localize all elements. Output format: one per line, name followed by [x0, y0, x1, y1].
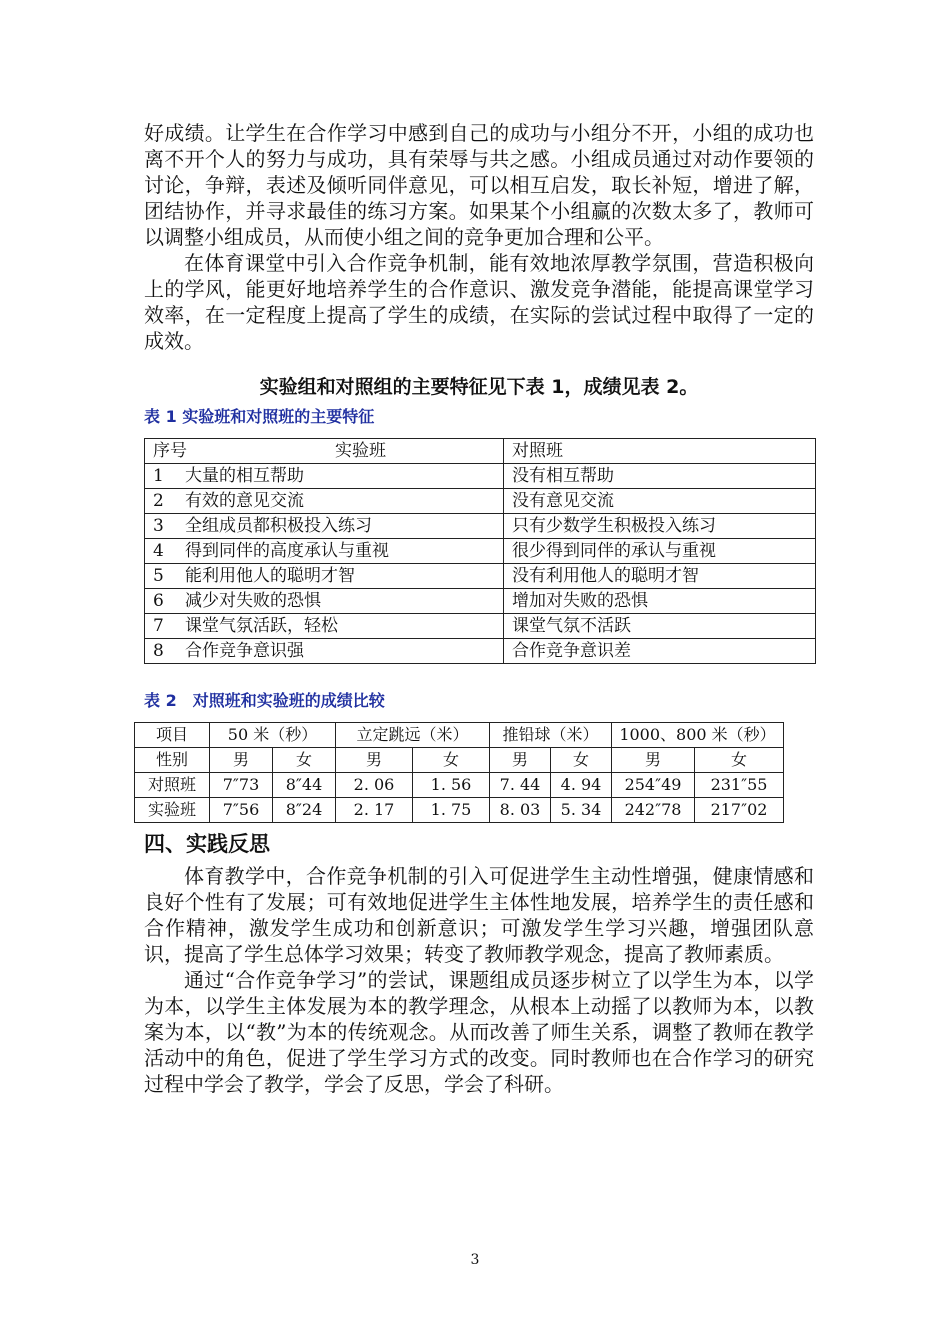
header-male: 男 — [210, 748, 273, 773]
cell-value: 2. 17 — [336, 798, 413, 823]
cell-experimental: 减少对失败的恐惧 — [177, 589, 504, 614]
cell-value: 254″49 — [612, 773, 695, 798]
cell-value: 217″02 — [695, 798, 784, 823]
header-event: 推铅球（米） — [490, 723, 612, 748]
cell-value: 8. 03 — [490, 798, 551, 823]
table2-caption: 表 2 对照班和实验班的成绩比较 — [144, 691, 385, 710]
table-row — [145, 464, 816, 489]
header-item: 项目 — [135, 723, 210, 748]
row-label: 对照班 — [135, 773, 210, 798]
cell-num: 3 — [145, 514, 178, 539]
cell-experimental: 合作竞争意识强 — [177, 639, 504, 664]
cell-experimental: 课堂气氛活跃，轻松 — [177, 614, 504, 639]
cell-value: 2. 06 — [336, 773, 413, 798]
header-female: 女 — [551, 748, 612, 773]
header-male: 男 — [612, 748, 695, 773]
cell-experimental: 大量的相互帮助 — [177, 464, 504, 489]
summary-title: 实验组和对照组的主要特征见下表 1，成绩见表 2。 — [259, 376, 699, 398]
cell-value: 8″24 — [273, 798, 336, 823]
table-header-row — [135, 723, 784, 748]
cell-control: 很少得到同伴的承认与重视 — [504, 539, 816, 564]
cell-num: 7 — [145, 614, 178, 639]
cell-value: 7. 44 — [490, 773, 551, 798]
table1-caption: 表 1 实验班和对照班的主要特征 — [144, 407, 375, 426]
header-event: 立定跳远（米） — [336, 723, 490, 748]
document-page — [144, 120, 814, 1097]
table-row — [145, 639, 816, 664]
table-row — [145, 564, 816, 589]
table-row — [135, 773, 784, 798]
header-gender: 性别 — [135, 748, 210, 773]
cell-control: 没有利用他人的聪明才智 — [504, 564, 816, 589]
section-heading: 四、实践反思 — [144, 832, 270, 856]
cell-experimental: 能利用他人的聪明才智 — [177, 564, 504, 589]
table-subheader-row — [135, 748, 784, 773]
cell-num: 8 — [145, 639, 178, 664]
header-female: 女 — [695, 748, 784, 773]
paragraph-continued: 好成绩。让学生在合作学习中感到自己的成功与小组分不开，小组的成功也离不开个人的努力与成功，具有荣辱与共之感。小组成员通过对动作要领的讨论，争辩，表述及倾听同伴意见，可以相互启发，取长补短，增进了解，团结协作，并寻求最佳的练习方案。如果某个小组赢的次数太多了，教师可以调整小组成员，从而使小组之间的竞争更加合理和公平。 — [144, 121, 814, 249]
header-seq: 序号 — [153, 441, 187, 461]
cell-control: 只有少数学生积极投入练习 — [504, 514, 816, 539]
cell-value: 4. 94 — [551, 773, 612, 798]
cell-num: 2 — [145, 489, 178, 514]
cell-experimental: 得到同伴的高度承认与重视 — [177, 539, 504, 564]
table-row — [145, 514, 816, 539]
header-female: 女 — [413, 748, 490, 773]
cell-value: 1. 75 — [413, 798, 490, 823]
header-male: 男 — [336, 748, 413, 773]
paragraph-reflection-2: 通过“合作竞争学习”的尝试，课题组成员逐步树立了以学生为本，以学为本，以学生主体发展为本的教学理念，从根本上动摇了以教师为本，以教案为本，以“教”为本的传统观念。从而改善了师生关系，调整了教师在教学活动中的角色，促进了学生学习方式的改变。同时教师也在合作学习的研究过程中学会了教学，学会了反思，学会了科研。 — [144, 968, 814, 1096]
table-row — [145, 614, 816, 639]
features-table — [144, 438, 816, 664]
cell-value: 5. 34 — [551, 798, 612, 823]
header-event: 1000、800 米（秒） — [612, 723, 784, 748]
header-control: 对照班 — [504, 439, 816, 464]
cell-control: 没有相互帮助 — [504, 464, 816, 489]
header-experimental: 实验班 — [335, 441, 386, 461]
header-female: 女 — [273, 748, 336, 773]
scores-table — [134, 722, 784, 823]
cell-num: 1 — [145, 464, 178, 489]
cell-value: 7″56 — [210, 798, 273, 823]
cell-num: 4 — [145, 539, 178, 564]
cell-num: 6 — [145, 589, 178, 614]
page-number: 3 — [470, 1252, 480, 1268]
cell-value: 7″73 — [210, 773, 273, 798]
cell-control: 课堂气氛不活跃 — [504, 614, 816, 639]
header-event: 50 米（秒） — [210, 723, 336, 748]
header-cell — [145, 439, 504, 464]
table-header-row — [145, 439, 816, 464]
row-label: 实验班 — [135, 798, 210, 823]
cell-value: 1. 56 — [413, 773, 490, 798]
cell-value: 242″78 — [612, 798, 695, 823]
cell-control: 增加对失败的恐惧 — [504, 589, 816, 614]
paragraph-mechanism: 在体育课堂中引入合作竞争机制，能有效地浓厚教学氛围，营造积极向上的学风，能更好地培养学生的合作意识、激发竞争潜能，能提高课堂学习效率，在一定程度上提高了学生的成绩，在实际的尝试过程中取得了一定的成效。 — [144, 251, 814, 353]
table-row — [145, 539, 816, 564]
cell-value: 231″55 — [695, 773, 784, 798]
cell-num: 5 — [145, 564, 178, 589]
cell-experimental: 全组成员都积极投入练习 — [177, 514, 504, 539]
cell-value: 8″44 — [273, 773, 336, 798]
table-row — [145, 489, 816, 514]
table-row — [145, 589, 816, 614]
cell-control: 没有意见交流 — [504, 489, 816, 514]
header-male: 男 — [490, 748, 551, 773]
cell-experimental: 有效的意见交流 — [177, 489, 504, 514]
table-row — [135, 798, 784, 823]
cell-control: 合作竞争意识差 — [504, 639, 816, 664]
paragraph-reflection-1: 体育教学中，合作竞争机制的引入可促进学生主动性增强，健康情感和良好个性有了发展；可有效地促进学生主体性地发展，培养学生的责任感和合作精神，激发学生成功和创新意识；可激发学生学习兴趣，增强团队意识，提高了学生总体学习效果；转变了教师教学观念，提高了教师素质。 — [144, 864, 814, 966]
